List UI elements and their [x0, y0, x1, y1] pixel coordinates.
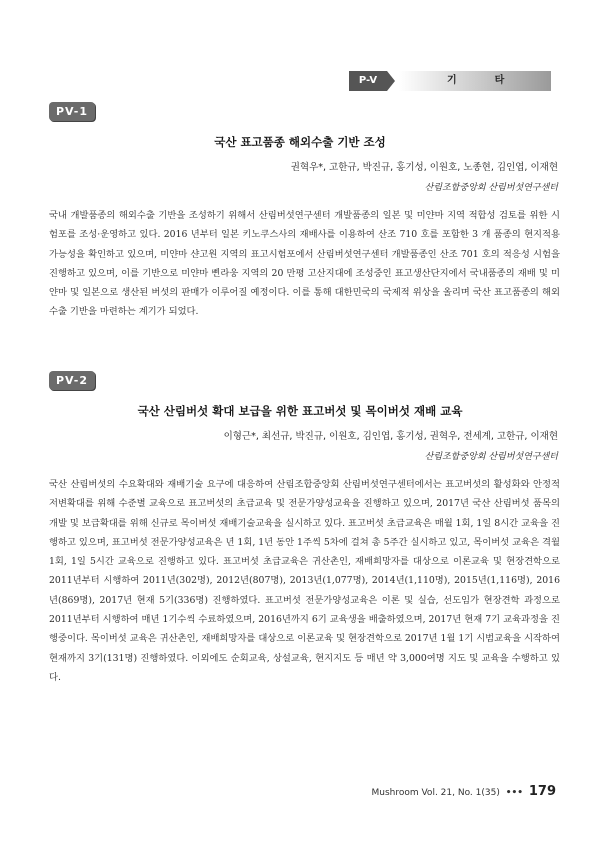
paper-2-badge: PV-2	[49, 371, 95, 390]
paper-2-authors: 이형근*, 최선규, 박진규, 이원호, 김인엽, 홍기성, 권혁우, 전세계, 고한규, 이재현	[223, 431, 558, 442]
section-header	[349, 71, 551, 91]
section-title: 기타	[399, 71, 551, 91]
page-footer	[371, 784, 556, 799]
paper-2-title: 국산 산림버섯 확대 보급을 위한 표고버섯 및 목이버섯 재배 교육	[137, 404, 463, 418]
paper-1-title: 국산 표고품종 해외수출 기반 조성	[214, 135, 386, 149]
footer-separator: •••	[505, 788, 523, 798]
section-tag-arrow	[387, 71, 395, 91]
journal-citation: Mushroom Vol. 21, No. 1(35)	[371, 788, 500, 798]
paper-1-affiliation: 산림조합중앙회 산림버섯연구센터	[424, 183, 558, 193]
paper-1-abstract: 국내 개발품종의 해외수출 기반을 조성하기 위해서 산림버섯연구센터 개발품종의 일본 및 미얀마 지역 적합성 검토를 위한 시험포를 조성·운영하고 있다. 2016 년부터 일본 키노쿠스사의 재배사를 이용하여 산조 710 호를 포함한 3 개 품종의 현지적용 가능성을 확인하고 있으며, 미얀마 샨고원 지역의 표고시험포에서 산림버섯연구센터 개발품종인 산조 701 호의 적응성 시험을 진행하고 있으며, 이를 기반으로 미얀마 삔라웅 지역의 20 만평 고산지대에 조성중인 표고생산단지에서 국내품종의 재배 및 미얀마 및 일본으로 생산된 버섯의 판매가 이루어질 예정이다. 이를 통해 대한민국의 국제적 위상을 올리며 국산 표고품종의 해외수출 기반을 마련하는 계기가 되었다.	[49, 210, 560, 318]
paper-2-affiliation: 산림조합중앙회 산림버섯연구센터	[424, 452, 558, 462]
paper-2-abstract: 국산 산림버섯의 수요확대와 재배기술 요구에 대응하여 산림조합중앙회 산림버섯연구센터에서는 표고버섯의 활성화와 안정적 저변확대를 위해 수준별 교육으로 표고버섯의 초급교육 및 전문가양성교육을 진행하고 있으며, 2017년 국산 산림버섯 품목의 개발 및 보급확대를 위해 신규로 목이버섯 재배기술교육을 실시하고 있다. 표고버섯 초급교육은 매월 1회, 1일 8시간 교육을 진행하고 있으며, 표고버섯 전문가양성교육은 년 1회, 1년 동안 1주씩 5차에 걸쳐 총 5주간 실시하고 있고, 목이버섯 교육은 격월 1회, 1일 5시간 교육으로 진행하고 있다. 표고버섯 초급교육은 귀산촌인, 재배희망자를 대상으로 이론교육 및 현장견학으로 2011년부터 시행하여 2011년(302명), 2012년(807명), 2013년(1,077명), 2014년(1,110명), 2015년(1,116명), 2016년(869명), 2017년 현재 5기(336명) 진행하였다. 표고버섯 전문가양성교육은 이론 및 실습, 선도임가 현장견학 과정으로 2011년부터 시행하여 매년 1기수씩 수료하였으며, 2016년까지 6기 교육생을 배출하였으며, 2017년 현재 7기 교육과정을 진행중이다. 목이버섯 교육은 귀산촌인, 재배희망자를 대상으로 이론교육 및 현장견학으로 2017년 1월 1기 시범교육을 시작하여 현재까지 3기(131명) 진행하였다. 이외에도 순회교육, 상설교육, 현지지도 등 매년 약 3,000여명 지도 및 교육을 수행하고 있다.	[49, 479, 560, 683]
paper-1-badge: PV-1	[49, 102, 95, 121]
section-tag: P-V	[349, 71, 387, 91]
page-number: 179	[528, 784, 556, 799]
paper-1-authors: 권혁우*, 고한규, 박진규, 홍기성, 이원호, 노종현, 김인엽, 이재현	[290, 162, 558, 173]
